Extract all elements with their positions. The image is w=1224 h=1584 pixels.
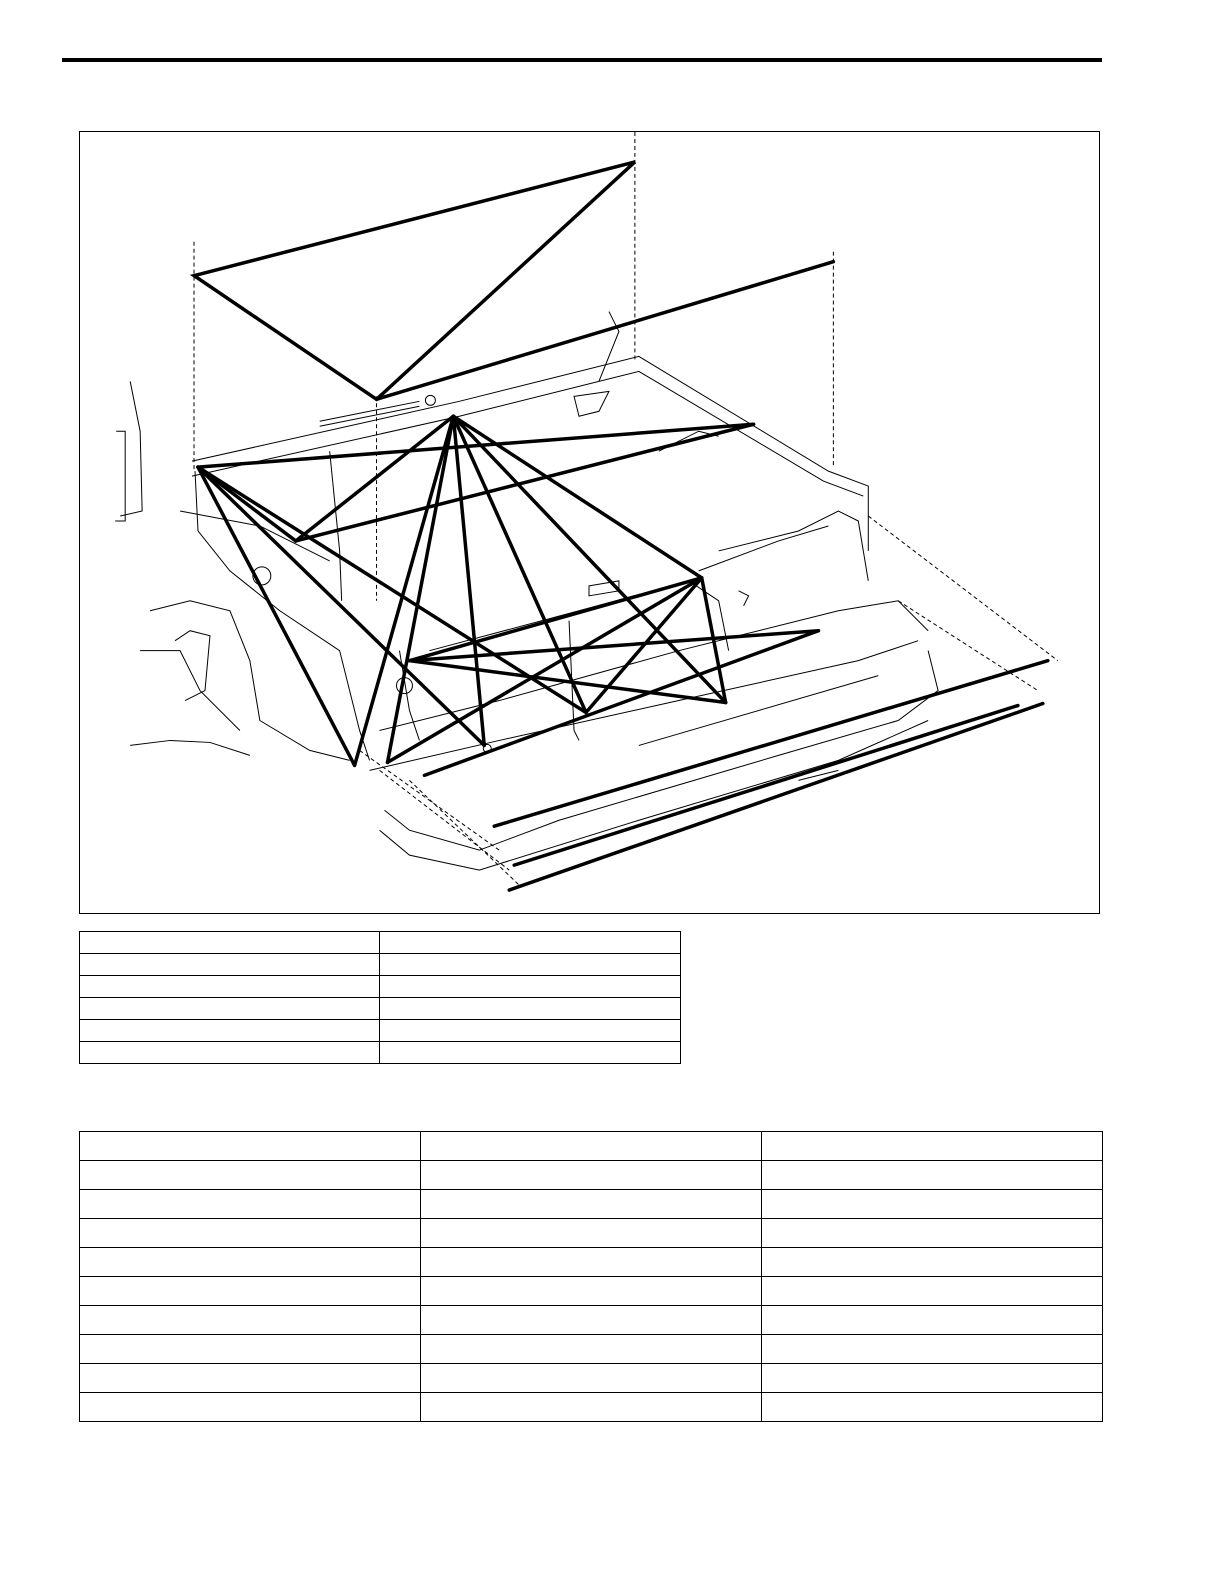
table-row [80, 1248, 1103, 1277]
table-cell [762, 1248, 1103, 1277]
table-cell [421, 1364, 762, 1393]
table-cell [421, 1277, 762, 1306]
table-cell [80, 1393, 421, 1422]
spec-table-b [79, 1131, 1103, 1422]
table-row [80, 1277, 1103, 1306]
header-rule [62, 58, 1102, 62]
table-row [80, 1364, 1103, 1393]
table-cell [80, 1248, 421, 1277]
dimension-lines [194, 162, 1048, 890]
table-cell [421, 1161, 762, 1190]
table-cell [421, 1132, 762, 1161]
table-row [80, 998, 681, 1020]
table-cell [380, 954, 681, 976]
table-row [80, 1335, 1103, 1364]
table-row [80, 976, 681, 998]
table-cell [80, 954, 380, 976]
table-cell [762, 1306, 1103, 1335]
table-cell [762, 1219, 1103, 1248]
table-row [80, 1161, 1103, 1190]
table-cell [380, 998, 681, 1020]
table-cell [421, 1190, 762, 1219]
table-cell [80, 1042, 380, 1064]
table-row [80, 1042, 681, 1064]
table-cell [380, 1020, 681, 1042]
spec-table-a [79, 931, 681, 1064]
table-row [80, 954, 681, 976]
table-cell [380, 1042, 681, 1064]
table-cell [80, 1277, 421, 1306]
table-cell [762, 1335, 1103, 1364]
table-row [80, 1393, 1103, 1422]
table-cell [80, 976, 380, 998]
table-cell [80, 932, 380, 954]
table-cell [762, 1393, 1103, 1422]
table-row [80, 932, 681, 954]
vehicle-front-body-dimension-diagram [80, 132, 1099, 913]
table-cell [762, 1132, 1103, 1161]
table-row [80, 1190, 1103, 1219]
table-row [80, 1132, 1103, 1161]
table-cell [421, 1306, 762, 1335]
table-cell [380, 932, 681, 954]
table-cell [421, 1335, 762, 1364]
table-cell [421, 1248, 762, 1277]
table-cell [762, 1277, 1103, 1306]
table-cell [80, 1364, 421, 1393]
table-cell [80, 1190, 421, 1219]
table-cell [762, 1364, 1103, 1393]
table-row [80, 1020, 681, 1042]
body-dimension-figure [79, 131, 1100, 914]
table-cell [80, 1306, 421, 1335]
table-cell [80, 1161, 421, 1190]
table-cell [80, 1335, 421, 1364]
table-cell [421, 1393, 762, 1422]
table-row [80, 1219, 1103, 1248]
vehicle-body-outline [115, 312, 938, 871]
table-cell [80, 1132, 421, 1161]
table-cell [421, 1219, 762, 1248]
projection-lines [194, 132, 1058, 885]
table-row [80, 1306, 1103, 1335]
table-cell [80, 998, 380, 1020]
table-cell [762, 1190, 1103, 1219]
table-cell [380, 976, 681, 998]
table-cell [80, 1219, 421, 1248]
table-cell [80, 1020, 380, 1042]
table-cell [762, 1161, 1103, 1190]
